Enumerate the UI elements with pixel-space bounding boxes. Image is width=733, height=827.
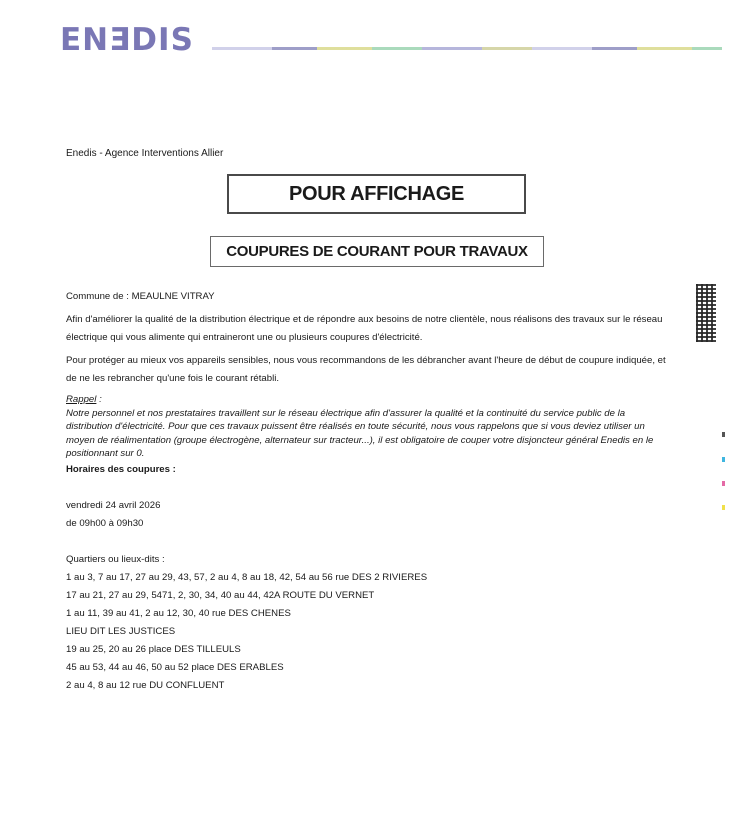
outage-time: de 09h00 à 09h30: [66, 517, 144, 529]
page-subtitle: COUPURES DE COURANT POUR TRAVAUX: [226, 243, 528, 260]
hours-title: Horaires des coupures :: [66, 463, 176, 475]
location-item: 19 au 25, 20 au 26 place DES TILLEULS: [66, 643, 241, 655]
print-mark-gray: [722, 432, 725, 437]
enedis-logo: ENƎDIS: [60, 22, 194, 58]
print-mark-yellow: [722, 505, 725, 510]
print-mark-cyan: [722, 457, 725, 462]
location-item: LIEU DIT LES JUSTICES: [66, 625, 176, 637]
location-item: 17 au 21, 27 au 29, 5471, 2, 30, 34, 40 au 44, 42A ROUTE DU VERNET: [66, 589, 375, 601]
commune-line: Commune de : MEAULNE VITRAY: [66, 291, 215, 302]
page-subtitle-box: [210, 236, 544, 267]
locations-list: [66, 569, 670, 695]
reminder-title-suffix: :: [96, 394, 102, 405]
location-item: 1 au 11, 39 au 41, 2 au 12, 30, 40 rue DES CHENES: [66, 607, 291, 619]
location-item: 2 au 4, 8 au 12 rue DU CONFLUENT: [66, 679, 225, 691]
location-item: 1 au 3, 7 au 17, 27 au 29, 43, 57, 2 au 4, 8 au 18, 42, 54 au 56 rue DES 2 RIVIERES: [66, 571, 428, 583]
reminder-block: [66, 393, 670, 461]
page-title: POUR AFFICHAGE: [288, 182, 465, 205]
page-title-box: [227, 174, 526, 214]
reminder-title: Rappel: [66, 394, 97, 405]
locations-title: Quartiers ou lieux-dits :: [66, 553, 165, 565]
intro-paragraph: Afin d'améliorer la qualité de la distribution électrique et de répondre aux besoins de notre clientèle, nous réalisons des travaux sur le réseau électrique qui vous alimente qui entraineront une ou plusieurs coupures d'électricité.: [66, 314, 663, 343]
notice-body: [66, 288, 670, 695]
advice-paragraph: Pour protéger au mieux vos appareils sensibles, nous vous recommandons de les débrancher avant l'heure de début de coupure indiquée, et de ne les rebrancher qu'une fois le courant rétabli.: [66, 355, 666, 384]
header-divider-line: [212, 47, 722, 50]
location-item: 45 au 53, 44 au 46, 50 au 52 place DES ERABLES: [66, 661, 284, 673]
datamatrix-code: [696, 284, 716, 342]
reminder-text: Notre personnel et nos prestataires travaillent sur le réseau électrique afin d'assurer la qualité et la continuité du service public de la distribution d'électricité. Pour que ces travaux puissent être réalisés en toute sécurité, nous vous rappelons que si vous deviez utiliser un moyen de réalimentation (groupe électrogène, alternateur sur tracteur...), il est obligatoire de couper votre disjoncteur général Enedis en le positionnant sur 0.: [66, 407, 654, 459]
agency-name: Enedis - Agence Interventions Allier: [66, 148, 224, 159]
outage-date: vendredi 24 avril 2026: [66, 499, 161, 511]
print-mark-magenta: [722, 481, 725, 486]
